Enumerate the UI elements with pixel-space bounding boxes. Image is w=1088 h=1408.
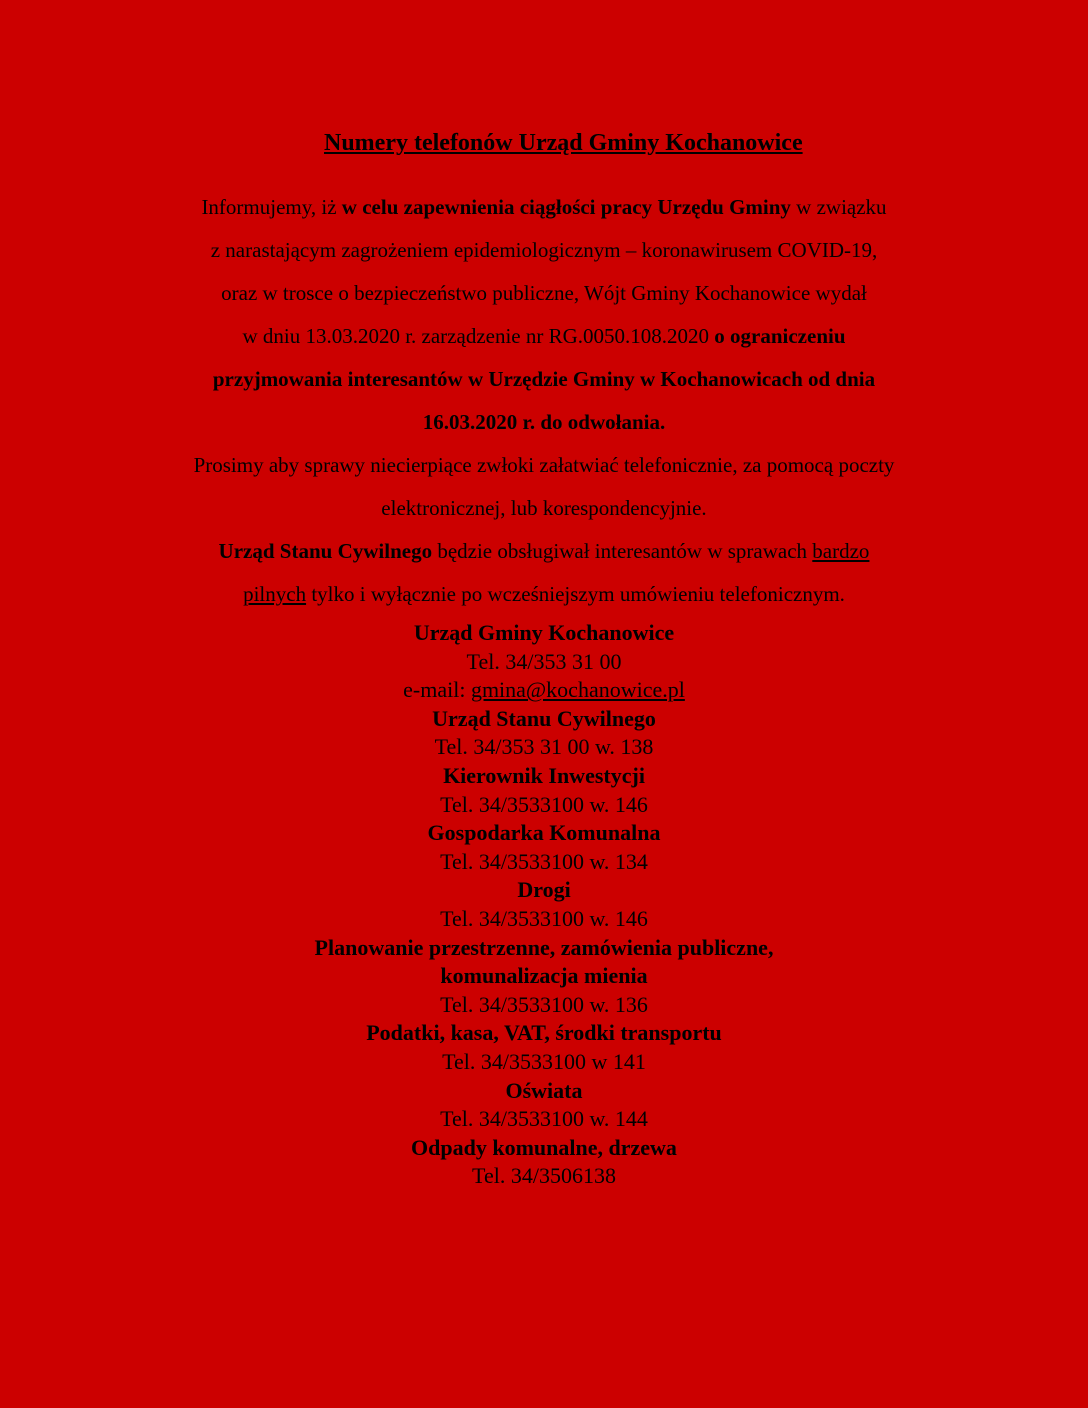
email-label: e-mail: <box>403 677 471 703</box>
contact-heading-inwestycje: Kierownik Inwestycji <box>443 762 645 788</box>
intro-text: będzie obsługiwał interesantów w sprawach <box>432 539 813 563</box>
contact-heading-planowanie-1: Planowanie przestrzenne, zamówienia publiczne, <box>314 934 774 960</box>
contact-phone-inwestycje: Tel. 34/3533100 w. 146 <box>440 791 648 817</box>
intro-line-5: przyjmowania interesantów w Urzędzie Gminy w Kochanowicach od dnia <box>212 367 876 391</box>
intro-bold-text: w celu zapewnienia ciągłości pracy Urzędu Gminy <box>341 195 791 219</box>
contact-phone-gospodarka: Tel. 34/3533100 w. 134 <box>440 848 648 874</box>
intro-line-1 <box>100 186 988 229</box>
contact-phone-urzad-gminy: Tel. 34/353 31 00 <box>466 648 622 674</box>
contact-heading-planowanie-2: komunalizacja mienia <box>440 963 648 989</box>
intro-line-7: Prosimy aby sprawy niecierpiące zwłoki załatwiać telefonicznie, za pomocą poczty <box>193 453 895 477</box>
contacts-list <box>144 619 944 1191</box>
contact-phone-podatki: Tel. 34/3533100 w 141 <box>442 1048 646 1074</box>
intro-text: tylko i wyłącznie po wcześniejszym umówieniu telefonicznym. <box>306 582 845 606</box>
intro-underlined-text: bardzo <box>812 539 870 563</box>
intro-line-2: z narastającym zagrożeniem epidemiologicznym – koronawirusem COVID-19, <box>210 238 878 262</box>
contact-email-row <box>144 676 944 705</box>
intro-bold-text: o ograniczeniu <box>714 324 846 348</box>
intro-line-4 <box>100 315 988 358</box>
intro-line-8: elektronicznej, lub korespondencyjnie. <box>381 496 707 520</box>
contact-heading-drogi: Drogi <box>517 877 571 903</box>
contact-phone-planowanie: Tel. 34/3533100 w. 136 <box>440 991 648 1017</box>
contact-phone-usc: Tel. 34/353 31 00 w. 138 <box>434 734 654 760</box>
contact-phone-drogi: Tel. 34/3533100 w. 146 <box>440 905 648 931</box>
intro-underlined-text: pilnych <box>243 582 307 606</box>
contact-heading-urzad-gminy: Urząd Gminy Kochanowice <box>413 620 675 645</box>
intro-text: w związku <box>790 195 887 219</box>
intro-bold-text: Urząd Stanu Cywilnego <box>218 539 433 563</box>
intro-line-9 <box>100 530 988 573</box>
intro-line-3: oraz w trosce o bezpieczeństwo publiczne, Wójt Gminy Kochanowice wydał <box>221 281 867 305</box>
intro-text: Informujemy, iż <box>201 195 342 219</box>
intro-text: w dniu 13.03.2020 r. zarządzenie nr RG.0050.108.2020 <box>242 324 715 348</box>
intro-line-6: 16.03.2020 r. do odwołania. <box>422 410 666 434</box>
page-title: Numery telefonów Urząd Gminy Kochanowice <box>324 130 803 156</box>
contact-phone-odpady: Tel. 34/3506138 <box>472 1163 616 1189</box>
contact-heading-usc: Urząd Stanu Cywilnego <box>432 705 656 731</box>
contact-heading-gospodarka: Gospodarka Komunalna <box>427 820 661 846</box>
contact-heading-podatki: Podatki, kasa, VAT, środki transportu <box>366 1020 722 1046</box>
contact-heading-odpady: Odpady komunalne, drzewa <box>411 1134 677 1160</box>
intro-line-10 <box>100 573 988 616</box>
contact-phone-oswiata: Tel. 34/3533100 w. 144 <box>440 1106 648 1132</box>
email-link[interactable]: gmina@kochanowice.pl <box>470 677 685 703</box>
intro-paragraph <box>100 186 988 616</box>
contact-heading-oswiata: Oświata <box>505 1077 583 1103</box>
